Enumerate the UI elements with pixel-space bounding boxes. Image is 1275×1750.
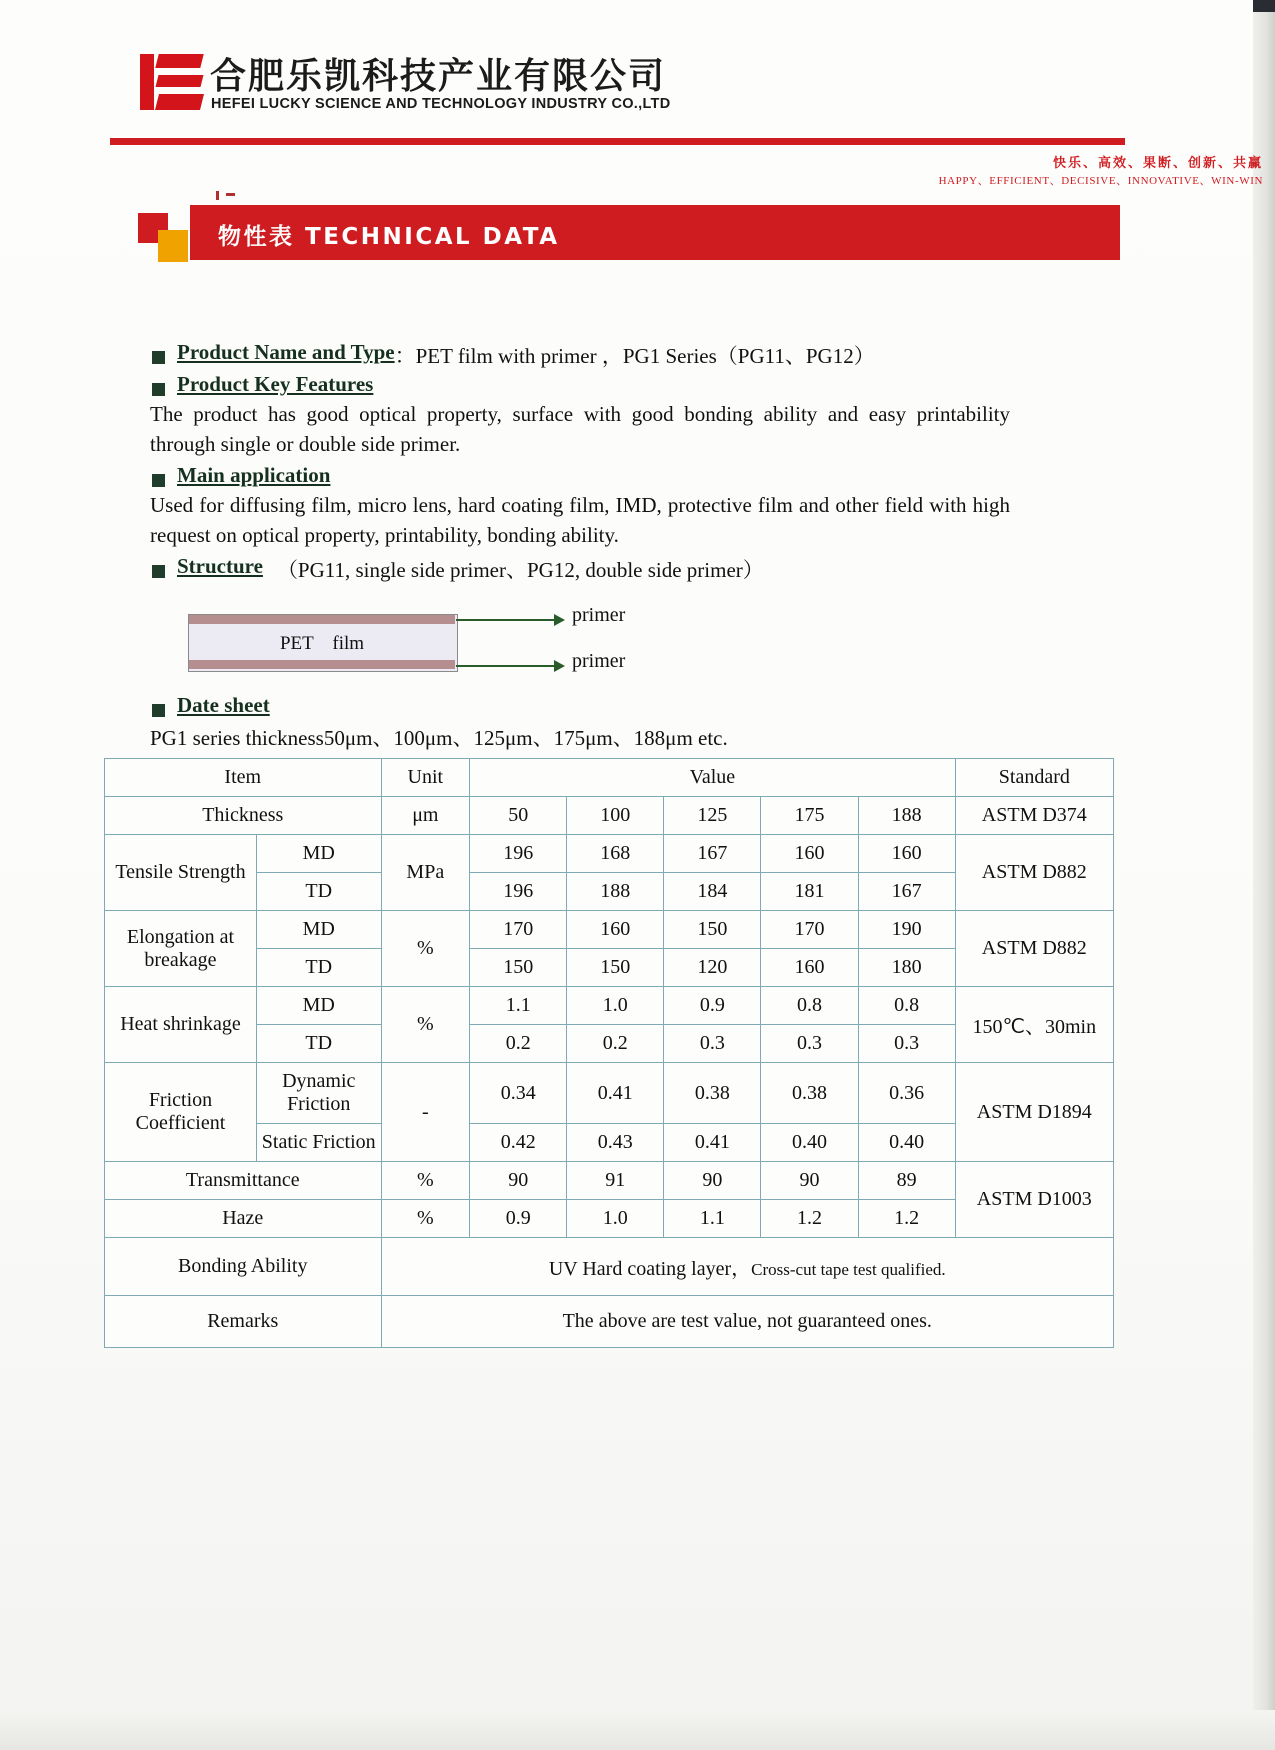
structure-diagram	[150, 594, 710, 689]
cell-value: 150	[470, 949, 567, 987]
table-row	[105, 987, 1114, 1025]
company-name-en: HEFEI LUCKY SCIENCE AND TECHNOLOGY INDUSTRY CO.,LTD	[211, 96, 671, 112]
page-edge-right	[1253, 0, 1275, 1750]
cell-value: 150	[664, 911, 761, 949]
row-standard: ASTM D882	[955, 835, 1113, 911]
cell-value: 1.2	[858, 1200, 955, 1238]
key-features-text: The product has good optical property, surface with good bonding ability and easy printability through single or double side primer.	[150, 402, 1010, 456]
table-header-row	[105, 759, 1114, 797]
cell-value: 0.2	[567, 1025, 664, 1063]
square-bullet-icon	[152, 383, 165, 396]
table-row	[105, 835, 1114, 873]
cell-value: 168	[567, 835, 664, 873]
row-label-friction-coefficient: Friction Coefficient	[105, 1063, 257, 1162]
cell-value: 150	[567, 949, 664, 987]
document-body	[110, 340, 1130, 1348]
main-application-label: Main application	[177, 463, 331, 487]
key-features-line	[110, 372, 1130, 397]
decor-tick-vertical	[216, 191, 219, 200]
row-sublabel: TD	[256, 1025, 381, 1063]
cell-value: 190	[858, 911, 955, 949]
row-sublabel: MD	[256, 987, 381, 1025]
cell-value: 0.42	[470, 1124, 567, 1162]
row-sublabel: Static Friction	[256, 1124, 381, 1162]
arrow-line-bottom	[456, 665, 556, 667]
cell-value: 0.8	[858, 987, 955, 1025]
cell-value: 0.3	[761, 1025, 858, 1063]
cell-value: 196	[470, 873, 567, 911]
cell-value: 89	[858, 1162, 955, 1200]
row-sublabel: TD	[256, 949, 381, 987]
document-header	[110, 48, 1120, 138]
row-label-tensile-strength: Tensile Strength	[105, 835, 257, 911]
cell-value: 0.36	[858, 1063, 955, 1124]
cell-value: 0.9	[664, 987, 761, 1025]
cell-value: 188	[567, 873, 664, 911]
cell-value: 160	[761, 949, 858, 987]
decor-tick-horizontal	[226, 193, 235, 196]
row-unit: %	[381, 987, 470, 1063]
row-label-haze: Haze	[105, 1200, 382, 1238]
cell-value: 90	[470, 1162, 567, 1200]
key-features-label: Product Key Features	[177, 372, 374, 396]
section-title: 物性表 TECHNICAL DATA	[218, 224, 560, 250]
row-standard: ASTM D1894	[955, 1063, 1113, 1162]
cell-value: 170	[761, 911, 858, 949]
table-row	[105, 1162, 1114, 1200]
cell-value: 170	[470, 911, 567, 949]
slogan-en: HAPPY、EFFICIENT、DECISIVE、INNOVATIVE、WIN-WIN	[938, 175, 1263, 187]
structure-line	[110, 554, 1130, 584]
thickness-note: PG1 series thickness50μm、100μm、125μm、175μm、188μm etc.	[150, 726, 728, 750]
cell-value: 184	[664, 873, 761, 911]
decor-square-orange	[158, 230, 188, 262]
cell-value: 0.3	[664, 1025, 761, 1063]
row-label-elongation: Elongation at breakage	[105, 911, 257, 987]
structure-value: （PG11, single side primer、PG12, double side primer）	[276, 558, 764, 582]
main-application-text: Used for diffusing film, micro lens, hard coating film, IMD, protective film and other field with high request on optical property, printability, bonding ability.	[150, 493, 1010, 547]
cell-value: 180	[858, 949, 955, 987]
row-label-heat-shrinkage: Heat shrinkage	[105, 987, 257, 1063]
cell-value: 120	[664, 949, 761, 987]
table-row	[105, 911, 1114, 949]
cell-value: 90	[664, 1162, 761, 1200]
row-unit: MPa	[381, 835, 470, 911]
date-sheet-label: Date sheet	[177, 693, 270, 717]
cell-value: 0.8	[761, 987, 858, 1025]
cell-value: 0.40	[761, 1124, 858, 1162]
cell-value: 0.41	[567, 1063, 664, 1124]
row-label-remarks: Remarks	[105, 1296, 382, 1348]
row-unit: %	[381, 911, 470, 987]
cell-value: 0.38	[664, 1063, 761, 1124]
row-label-thickness: Thickness	[105, 797, 382, 835]
row-sublabel: MD	[256, 835, 381, 873]
row-value-remarks: The above are test value, not guaranteed ones.	[381, 1296, 1114, 1348]
row-sublabel: MD	[256, 911, 381, 949]
cell-value: 160	[858, 835, 955, 873]
cell-value: 167	[664, 835, 761, 873]
cell-value: 50	[470, 797, 567, 835]
cell-value: 1.0	[567, 1200, 664, 1238]
table-row	[105, 1063, 1114, 1124]
row-unit: %	[381, 1200, 470, 1238]
company-name-cn: 合肥乐凯科技产业有限公司	[210, 56, 667, 97]
date-sheet-line	[110, 693, 1130, 718]
row-value-bonding-ability	[381, 1238, 1114, 1296]
cell-value: 90	[761, 1162, 858, 1200]
cell-value: 175	[761, 797, 858, 835]
table-row-bonding	[105, 1238, 1114, 1296]
cell-value: 0.38	[761, 1063, 858, 1124]
header-divider	[110, 138, 1125, 145]
cell-value: 1.1	[470, 987, 567, 1025]
cell-value: 0.43	[567, 1124, 664, 1162]
product-name-label: Product Name and Type	[177, 340, 395, 364]
cell-value: 167	[858, 873, 955, 911]
film-label: PET film	[279, 633, 365, 654]
row-standard: ASTM D374	[955, 797, 1113, 835]
cell-value: 0.2	[470, 1025, 567, 1063]
scan-corner-artifact	[1253, 0, 1275, 12]
cell-value: 100	[567, 797, 664, 835]
cell-value: 125	[664, 797, 761, 835]
header-item: Item	[105, 759, 382, 797]
cell-value: 1.1	[664, 1200, 761, 1238]
cell-value: 160	[761, 835, 858, 873]
arrow-head-top	[554, 614, 565, 626]
row-standard: ASTM D882	[955, 911, 1113, 987]
cell-value: 196	[470, 835, 567, 873]
main-application-line	[110, 463, 1130, 488]
arrow-head-bottom	[554, 660, 565, 672]
header-unit: Unit	[381, 759, 470, 797]
row-unit: -	[381, 1063, 470, 1162]
product-name-value: ：PET film with primer ，PG1 Series（PG11、PG12）	[394, 344, 875, 368]
cell-value: 0.41	[664, 1124, 761, 1162]
header-value: Value	[470, 759, 955, 797]
row-label-bonding-ability: Bonding Ability	[105, 1238, 382, 1296]
cell-value: 188	[858, 797, 955, 835]
technical-data-table	[104, 758, 1114, 1348]
square-bullet-icon	[152, 351, 165, 364]
bonding-value-sub: Cross-cut tape test qualified.	[751, 1260, 946, 1279]
row-standard: 150℃、30min	[955, 987, 1113, 1063]
company-logo-icon	[140, 54, 202, 110]
structure-label: Structure	[177, 554, 263, 578]
cell-value: 0.40	[858, 1124, 955, 1162]
cell-value: 181	[761, 873, 858, 911]
header-standard: Standard	[955, 759, 1113, 797]
cell-value: 1.0	[567, 987, 664, 1025]
cell-value: 0.34	[470, 1063, 567, 1124]
cell-value: 0.3	[858, 1025, 955, 1063]
row-standard: ASTM D1003	[955, 1162, 1113, 1238]
primer-label-bottom: primer	[572, 650, 626, 672]
table-row	[105, 797, 1114, 835]
row-unit: μm	[381, 797, 470, 835]
table-row-remarks	[105, 1296, 1114, 1348]
cell-value: 160	[567, 911, 664, 949]
arrow-line-top	[456, 619, 556, 621]
cell-value: 91	[567, 1162, 664, 1200]
slogan-cn: 快乐、高效、果断、创新、共赢	[1052, 156, 1263, 171]
square-bullet-icon	[152, 704, 165, 717]
square-bullet-icon	[152, 565, 165, 578]
row-sublabel: Dynamic Friction	[256, 1063, 381, 1124]
row-unit: %	[381, 1162, 470, 1200]
primer-label-top: primer	[572, 604, 626, 626]
row-sublabel: TD	[256, 873, 381, 911]
cell-value: 0.9	[470, 1200, 567, 1238]
primer-layer-bottom	[189, 660, 455, 669]
square-bullet-icon	[152, 474, 165, 487]
cell-value: 1.2	[761, 1200, 858, 1238]
section-title-band	[190, 205, 1120, 260]
product-name-line	[110, 340, 1130, 370]
primer-layer-top	[189, 615, 455, 624]
page-edge-bottom	[0, 1710, 1275, 1750]
row-label-transmittance: Transmittance	[105, 1162, 382, 1200]
bonding-value-main: UV Hard coating layer，	[548, 1258, 752, 1280]
